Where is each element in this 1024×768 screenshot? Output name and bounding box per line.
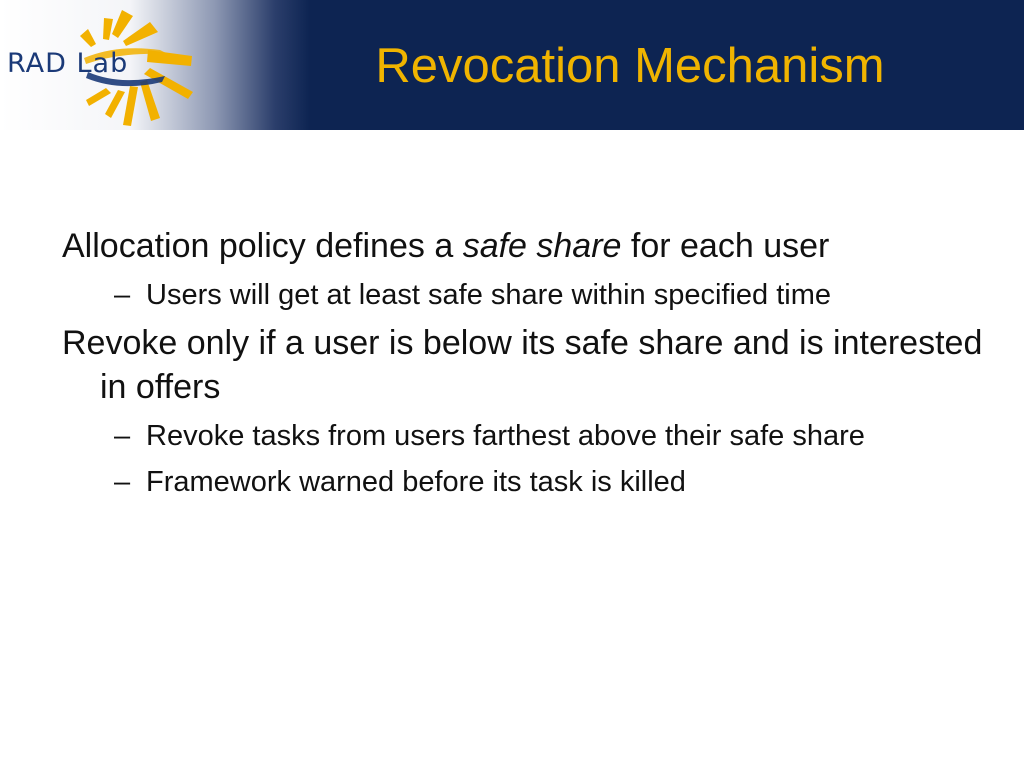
sub-bullet-safe-share-time — [114, 275, 1002, 316]
slide-body — [62, 224, 1002, 508]
dash-marker: – — [114, 466, 131, 498]
slide-title: Revocation Mechanism — [375, 39, 885, 93]
sub-bullet-text: Framework warned before its task is killed — [146, 466, 686, 498]
bullet-allocation-policy — [62, 224, 1002, 268]
sub-bullet-revoke-tasks — [114, 416, 1002, 457]
dash-marker: – — [114, 420, 131, 452]
logo-text: RAD Lab — [7, 48, 129, 79]
sub-bullet-text: Users will get at least safe share within specified time — [146, 279, 832, 311]
dash-marker: – — [114, 279, 131, 311]
rad-lab-logo — [0, 0, 215, 130]
bullet-text-pre: Allocation policy defines a — [62, 227, 463, 265]
sub-bullet-framework-warned — [114, 462, 1002, 503]
bullet-text-post: for each user — [621, 227, 830, 265]
title-banner — [0, 0, 1024, 130]
sub-bullet-text: Revoke tasks from users farthest above their safe share — [146, 420, 865, 452]
bullet-text-emphasis: safe share — [462, 227, 622, 265]
bullet-revoke-only: Revoke only if a user is below its safe share and is interested in offers — [62, 324, 983, 406]
